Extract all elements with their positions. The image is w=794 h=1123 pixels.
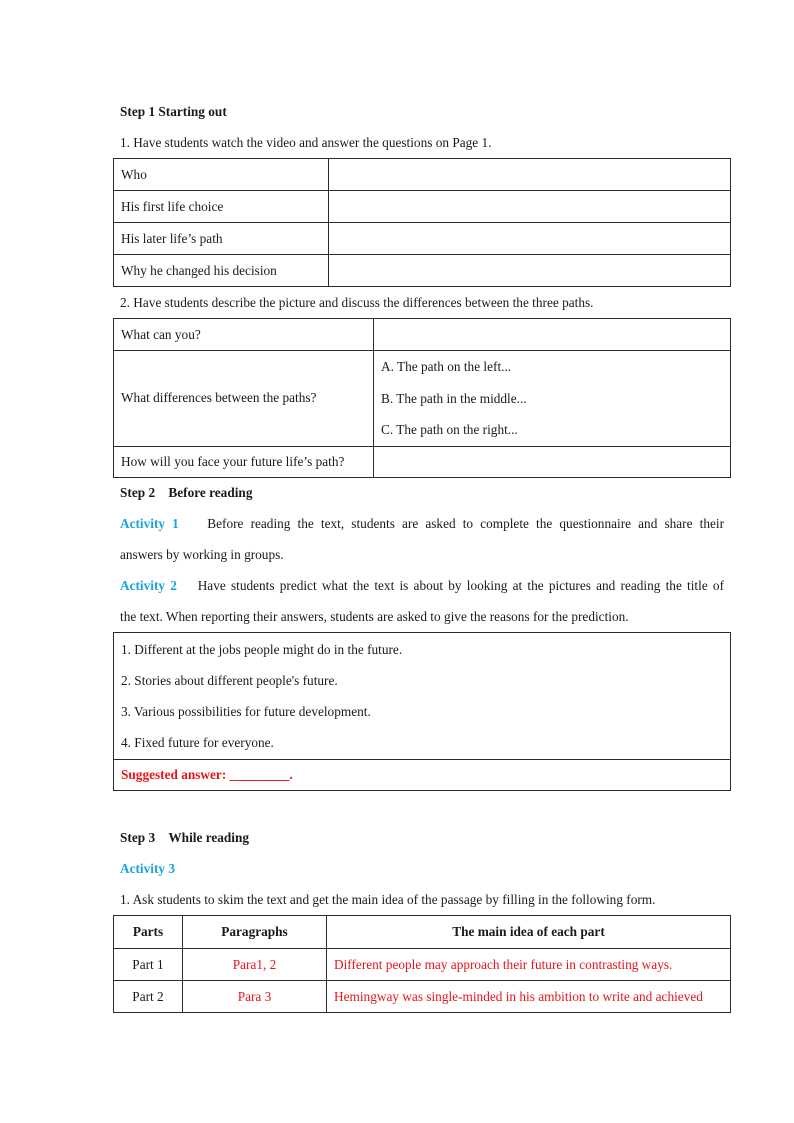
prediction-options-box (113, 632, 731, 791)
answer-cell[interactable] (329, 191, 731, 223)
step1-table-1 (113, 158, 731, 287)
table-row (114, 351, 731, 447)
main-idea-cell: Hemingway was single-minded in his ambition to write and achieved (327, 981, 731, 1013)
activity1-label: Activity 1 (120, 516, 179, 531)
table-row (114, 159, 731, 191)
activity2-line1 (120, 578, 724, 594)
answer-cell[interactable] (329, 159, 731, 191)
table-cell: How will you face your future life’s path? (114, 446, 374, 477)
table-header-row (114, 916, 731, 949)
activity1-text: Before reading the text, students are asked to complete the questionnaire and share their (207, 516, 724, 531)
prediction-option: 3. Various possibilities for future development. (121, 704, 371, 719)
column-header: Paragraphs (183, 916, 327, 949)
prediction-option: 1. Different at the jobs people might do in the future. (121, 642, 403, 657)
activity2-text: Have students predict what the text is about by looking at the pictures and reading the title of (197, 578, 724, 593)
path-option: B. The path in the middle... (381, 390, 527, 406)
suggested-answer: Suggested answer: _________. (121, 767, 293, 782)
paragraphs-cell: Para 3 (183, 981, 327, 1013)
step3-heading: Step 3 While reading (120, 830, 250, 845)
table-cell: Who (114, 159, 329, 191)
step1-instruction-1: 1. Have students watch the video and answer the questions on Page 1. (120, 135, 492, 150)
table-row (114, 319, 731, 351)
answer-cell[interactable] (374, 446, 731, 477)
table-row (114, 981, 731, 1013)
table-row (114, 446, 731, 477)
table-cell: His first life choice (114, 191, 329, 223)
activity2-label: Activity 2 (120, 578, 177, 593)
prediction-option: 2. Stories about different people's future. (121, 673, 338, 688)
answer-cell[interactable] (374, 319, 731, 351)
answer-cell[interactable] (329, 255, 731, 287)
step1-instruction-2: 2. Have students describe the picture and discuss the differences between the three paths. (120, 295, 594, 310)
table-row (114, 949, 731, 981)
table-cell: What can you? (114, 319, 374, 351)
step2-heading: Step 2 Before reading (120, 485, 253, 500)
table-cell: What differences between the paths? (114, 351, 374, 447)
path-option: C. The path on the right... (381, 422, 518, 437)
path-option: A. The path on the left... (381, 359, 512, 374)
activity2-line2: the text. When reporting their answers, students are asked to give the reasons for the prediction. (120, 609, 629, 624)
activity1-line2: answers by working in groups. (120, 547, 284, 562)
paragraphs-cell: Para1, 2 (183, 949, 327, 981)
step1-table-2 (113, 318, 731, 478)
activity1-line1 (120, 516, 724, 532)
divider (114, 759, 730, 760)
options-cell (374, 351, 731, 447)
activity3-label: Activity 3 (120, 861, 176, 876)
column-header: Parts (114, 916, 183, 949)
main-idea-table (113, 915, 731, 1013)
part-cell: Part 2 (114, 981, 183, 1013)
table-row (114, 191, 731, 223)
answer-cell[interactable] (329, 223, 731, 255)
prediction-option: 4. Fixed future for everyone. (121, 735, 274, 750)
step1-heading: Step 1 Starting out (120, 104, 227, 119)
table-cell: His later life’s path (114, 223, 329, 255)
table-cell: Why he changed his decision (114, 255, 329, 287)
step3-instruction: 1. Ask students to skim the text and get the main idea of the passage by filling in the following form. (120, 892, 656, 907)
table-row (114, 223, 731, 255)
table-row (114, 255, 731, 287)
part-cell: Part 1 (114, 949, 183, 981)
main-idea-cell: Different people may approach their future in contrasting ways. (327, 949, 731, 981)
column-header: The main idea of each part (327, 916, 731, 949)
